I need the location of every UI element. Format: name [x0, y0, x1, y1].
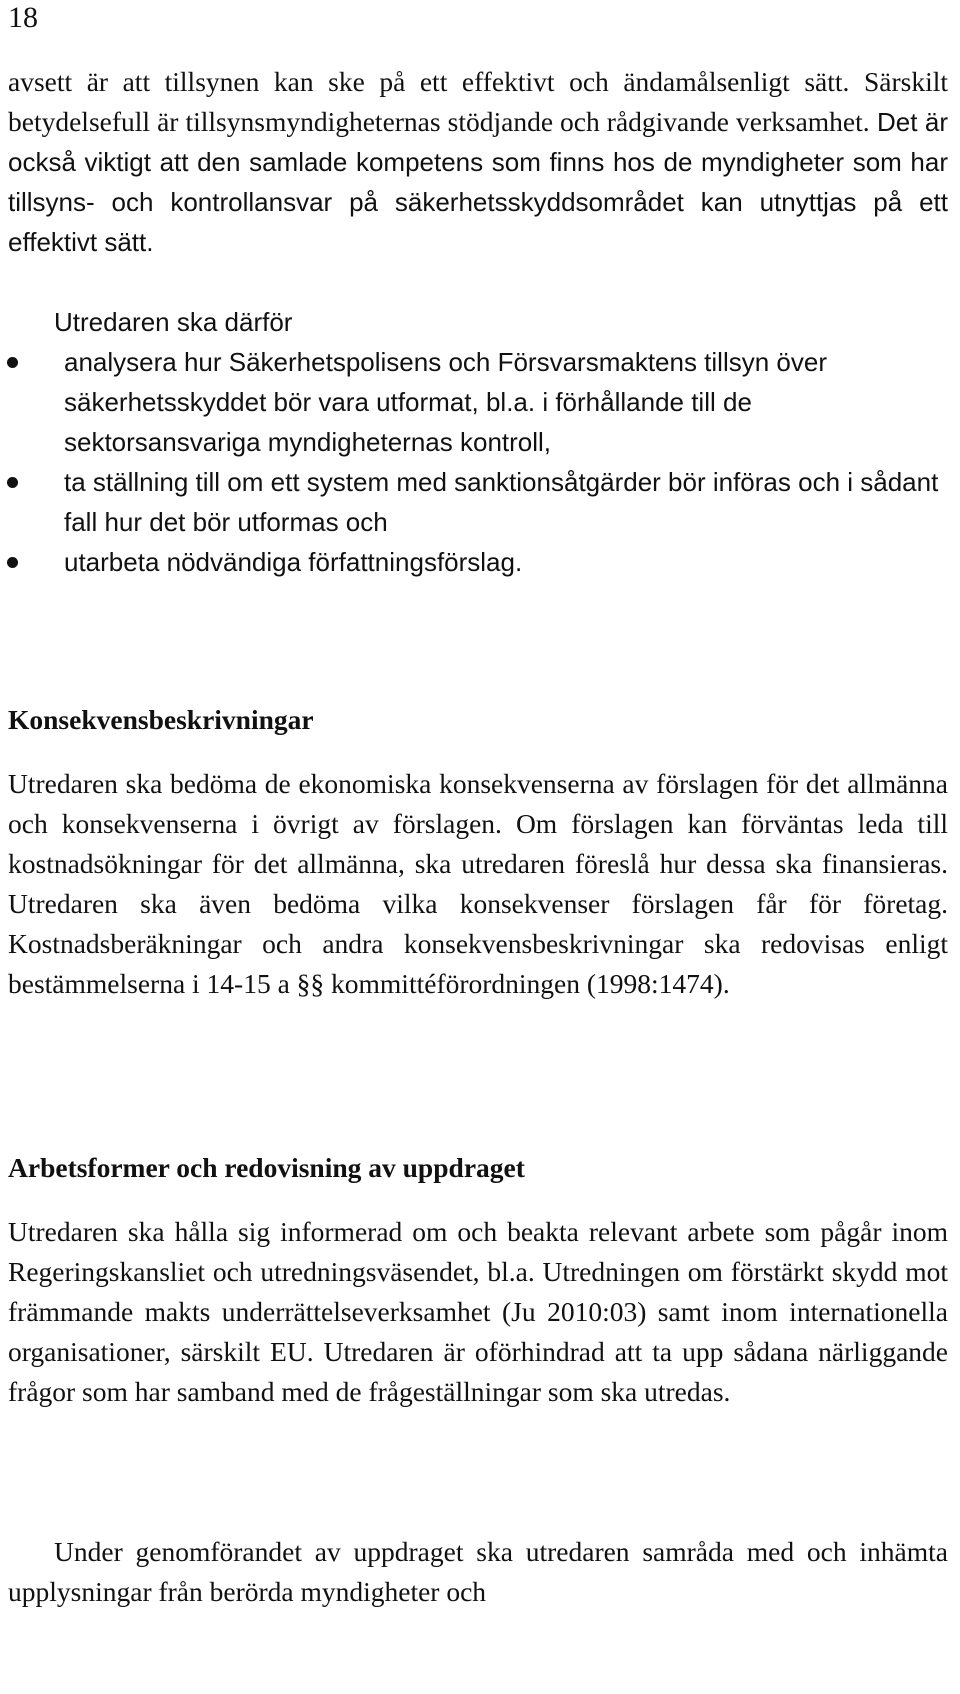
- intro-sans-text: Det är också viktigt att den samlade kompetens som finns hos de myndigheter som har tillsyns- och kontrollansvar på säkerhetsskyddsområdet kan utnyttjas på ett effektivt sätt.: [8, 107, 948, 257]
- task-bullet-list: [0, 342, 940, 582]
- list-item-text: ta ställning till om ett system med sanktionsåtgärder bör införas och i sådant fall hur det bör utformas och: [64, 467, 939, 537]
- list-item-text: analysera hur Säkerhetspolisens och Försvarsmaktens tillsyn över säkerhetsskyddet bör vara utformat, bl.a. i förhållande till de sektorsansvariga myndigheternas kontroll,: [64, 347, 828, 457]
- intro-serif-text: avsett är att tillsynen kan ske på ett effektivt och ändamålsenligt sätt. Särskilt betydelsefull är tillsynsmyndigheternas stödjande och rådgivande verksamhet.: [8, 66, 948, 137]
- list-item: [0, 462, 940, 542]
- section-paragraph: Utredaren ska bedöma de ekonomiska konsekvenserna av förslagen för det allmänna och konsekvenserna i övrigt av förslagen. Om förslagen kan förväntas leda till kostnadsökningar för det allmänna, ska utredaren föreslå hur dessa ska finansieras. Utredaren ska även bedöma vilka konsekvenser förslagen får för företag. Kostnadsberäkningar och andra konsekvensbeskrivningar ska redovisas enligt bestämmelserna i 14-15 a §§ kommittéförordningen (1998:1474).: [8, 768, 948, 999]
- page-number: 18: [8, 1, 38, 34]
- bullet-icon: [7, 477, 18, 488]
- list-item-text: utarbeta nödvändiga författningsförslag.: [64, 547, 523, 577]
- list-item: [0, 342, 940, 462]
- bullet-icon: [7, 357, 18, 368]
- section-heading: Konsekvensbeskrivningar: [8, 704, 314, 735]
- section-heading: Arbetsformer och redovisning av uppdraget: [8, 1152, 525, 1183]
- section-paragraph: Under genomförandet av uppdraget ska utredaren samråda med och inhämta upplysningar från berörda myndigheter och: [8, 1536, 948, 1607]
- bullet-icon: [7, 557, 18, 568]
- intro-paragraph: [8, 62, 948, 262]
- section-paragraph: Utredaren ska hålla sig informerad om och beakta relevant arbete som pågår inom Regeringskansliet och utredningsväsendet, bl.a. Utredningen om förstärkt skydd mot främmande makts underrättelseverksamhet (Ju 2010:03) samt inom internationella organisationer, särskilt EU. Utredaren är oförhindrad att ta upp sådana närliggande frågor som har samband med de frågeställningar som ska utredas.: [8, 1216, 948, 1407]
- list-item: [0, 542, 940, 582]
- task-intro: Utredaren ska därför: [54, 307, 293, 337]
